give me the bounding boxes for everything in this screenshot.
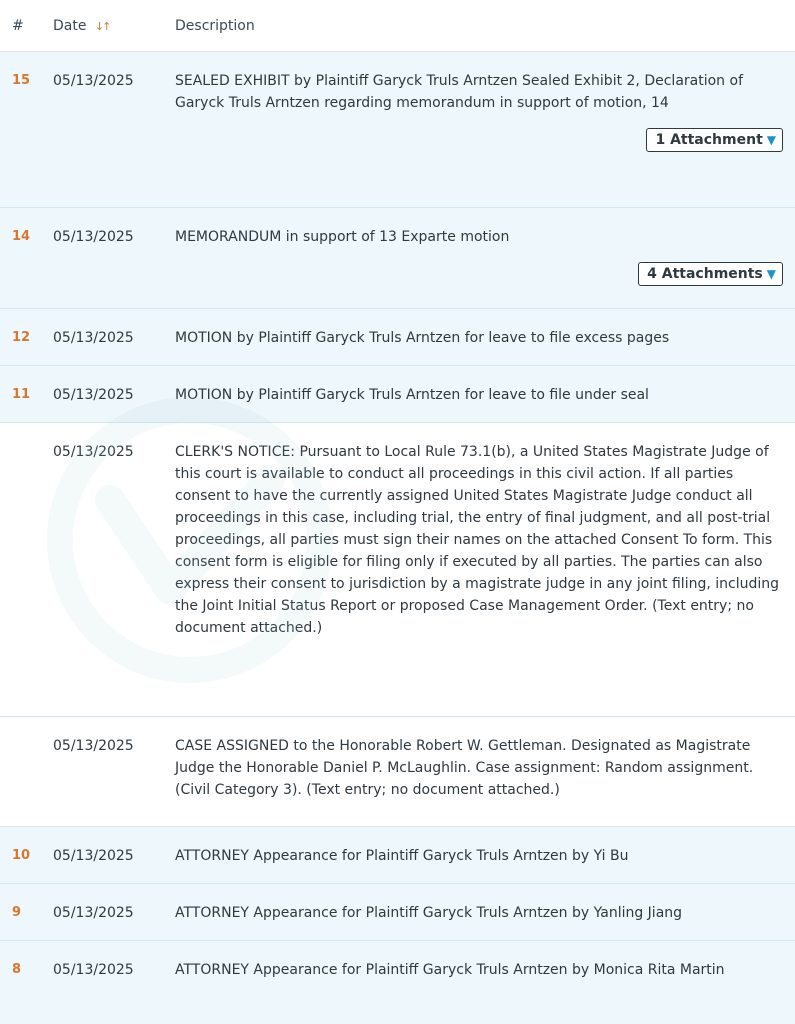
header-description: Description <box>175 17 255 34</box>
attachments-button[interactable] <box>638 262 783 286</box>
docket-number[interactable]: 11 <box>12 387 31 402</box>
table-header <box>0 0 795 52</box>
entry-date: 05/13/2025 <box>53 229 134 245</box>
table-row <box>0 717 795 827</box>
table-row <box>0 941 795 1024</box>
docket-number[interactable]: 14 <box>12 229 31 244</box>
attachments-wrap <box>175 128 783 152</box>
entry-date: 05/13/2025 <box>53 848 134 864</box>
entry-description: CLERK'S NOTICE: Pursuant to Local Rule 73.1(b), a United States Magistrate Judge of this court is available to conduct all proceedings in this civil action. If all parties consent to have the currently assigned United States Magistrate Judge conduct all proceedings in this case, including trial, the entry of final judgment, and all post-trial proceedings, all parties must sign their names on the attached Consent To form. This consent form is eligible for filing only if executed by all parties. The parties can also express their consent to jurisdiction by a magistrate judge in any joint filing, including the Joint Initial Status Report or proposed Case Management Order. (Text entry; no document attached.) <box>175 444 780 636</box>
entry-description: ATTORNEY Appearance for Plaintiff Garyck Truls Arntzen by Yi Bu <box>175 848 629 864</box>
docket-number[interactable]: 12 <box>12 330 31 345</box>
entry-description-cell <box>163 208 795 308</box>
entry-description: ATTORNEY Appearance for Plaintiff Garyck Truls Arntzen by Monica Rita Martin <box>175 962 725 978</box>
entry-date: 05/13/2025 <box>53 962 134 978</box>
attachments-button[interactable] <box>646 128 783 152</box>
entry-date: 05/13/2025 <box>53 73 134 89</box>
entry-date: 05/13/2025 <box>53 444 134 460</box>
attachments-wrap <box>175 262 783 286</box>
docket-number <box>0 423 40 716</box>
entry-description: MOTION by Plaintiff Garyck Truls Arntzen for leave to file under seal <box>175 387 649 403</box>
docket-number[interactable]: 10 <box>12 848 31 863</box>
docket-number[interactable]: 9 <box>12 905 22 920</box>
entry-description: MOTION by Plaintiff Garyck Truls Arntzen for leave to file excess pages <box>175 330 670 346</box>
entry-date: 05/13/2025 <box>53 905 134 921</box>
attachments-label[interactable]: 1 Attachment <box>655 132 763 148</box>
entry-description: MEMORANDUM in support of 13 Exparte motion <box>175 229 510 245</box>
header-date[interactable] <box>40 18 163 34</box>
entry-description: CASE ASSIGNED to the Honorable Robert W. Gettleman. Designated as Magistrate Judge the Honorable Daniel P. McLaughlin. Case assignment: Random assignment. (Civil Category 3). (Text entry; no document attached.) <box>175 738 754 798</box>
caret-down-icon[interactable]: ▼ <box>766 267 776 281</box>
table-row <box>0 884 795 941</box>
entry-description: ATTORNEY Appearance for Plaintiff Garyck Truls Arntzen by Yanling Jiang <box>175 905 683 921</box>
table-row <box>0 423 795 717</box>
table-row <box>0 366 795 423</box>
header-date-label[interactable]: Date <box>53 17 87 34</box>
header-number: # <box>12 17 24 34</box>
entry-date: 05/13/2025 <box>53 330 134 346</box>
sort-icon[interactable]: ↓↑ <box>94 19 110 33</box>
entry-description-cell <box>163 52 795 207</box>
table-row <box>0 52 795 208</box>
entry-date: 05/13/2025 <box>53 387 134 403</box>
docket-number[interactable]: 15 <box>12 73 31 88</box>
entry-description: SEALED EXHIBIT by Plaintiff Garyck Truls Arntzen Sealed Exhibit 2, Declaration of Garyck Truls Arntzen regarding memorandum in support of motion, 14 <box>175 73 743 111</box>
attachments-label[interactable]: 4 Attachments <box>647 266 763 282</box>
caret-down-icon[interactable]: ▼ <box>766 133 776 147</box>
docket-number <box>0 717 40 826</box>
table-row <box>0 309 795 366</box>
table-row <box>0 827 795 884</box>
docket-number[interactable]: 8 <box>12 962 22 977</box>
table-row <box>0 208 795 309</box>
entry-date: 05/13/2025 <box>53 738 134 754</box>
